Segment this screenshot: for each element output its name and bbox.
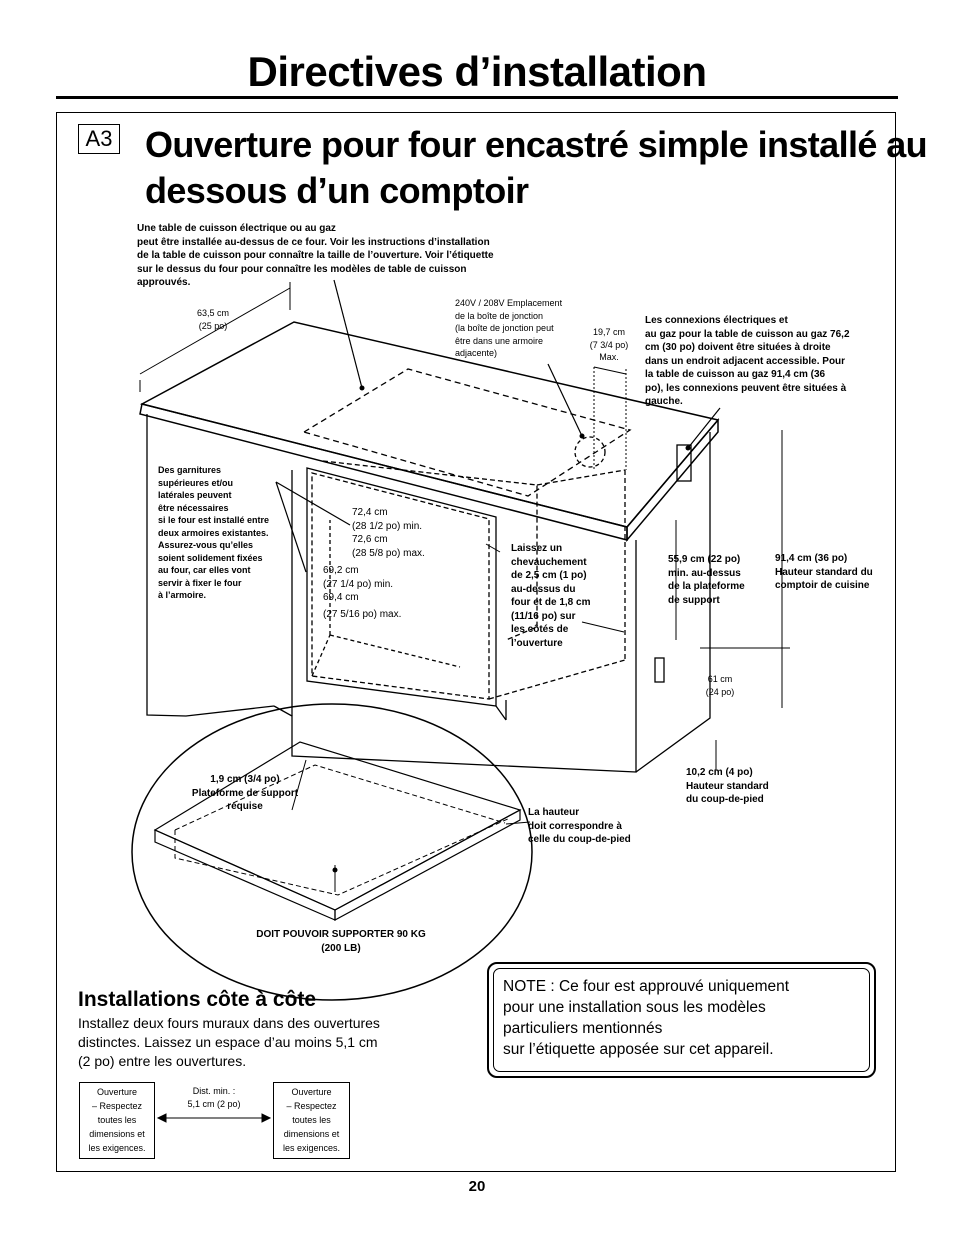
detail-callout-circle — [132, 704, 532, 1000]
opening-width-dimension: 72,4 cm (28 1/2 po) min. 72,6 cm (28 5/8 po) max. — [352, 507, 425, 559]
support-weight-note: DOIT POUVOIR SUPPORTER 90 KG (200 LB) — [256, 929, 426, 954]
opening-height-dimension: 69,2 cm (27 1/4 po) min. 69,4 cm (27 5/16 po) max. — [323, 565, 402, 620]
connections-note: Les connexions électriques et au gaz pour la table de cuisson au gaz 76,2 cm (30 po) doivent être situées à droite dans un endroit adjacent accessible. Pour la table de cuisson au gaz 91,4 cm (36 po), les connexions peuvent être situées à gauche. — [645, 315, 850, 407]
side-by-side-heading: Installations côte à côte — [78, 988, 317, 1011]
page-number: 20 — [468, 1178, 486, 1195]
cooktop-note: Une table de cuisson électrique ou au gaz peut être installée au-dessus de ce four. Voir les instructions d’installation de la table de cuisson pour connaître la taille de l’ouverture. Voir l’étiquette sur le dessus du four pour connaître les modèles de table de cuisson approuvés. — [137, 223, 494, 288]
support-platform-top — [155, 742, 520, 910]
platform-height-dimension: 55,9 cm (22 po) min. au-dessus de la plateforme de support — [668, 554, 745, 606]
cabinet-depth-dimension: 61 cm (24 po) — [705, 674, 735, 697]
section-title-line-2: dessous d’un comptoir — [145, 170, 529, 211]
counter-height-dimension: 91,4 cm (36 po) Hauteur standard du comptoir de cuisine — [775, 553, 873, 591]
kick-match-note: La hauteur doit correspondre à celle du coup-de-pied — [528, 807, 631, 845]
platform-thickness-note: 1,9 cm (3/4 po) Plateforme de support requise — [191, 774, 299, 812]
overlap-note: Laissez un chevauchement de 2,5 cm (1 po) au-dessus du four et de 1,8 cm (11/16 po) sur les côtés de l’ouverture — [511, 543, 591, 649]
kick-height-dimension: 10,2 cm (4 po) Hauteur standard du coup-de-pied — [686, 767, 769, 805]
note-text: NOTE : Ce four est approuvé uniquement pour une installation sous les modèles particuliers mentionnés sur l’étiquette apposée sur cet appareil. — [503, 978, 790, 1058]
trim-note: Des garnitures supérieures et/ou latérales peuvent être nécessaires si le four est installé entre deux armoires existantes. Assurez-vous qu’elles soient solidement fixées au four, car elles vont servir à fixer le four à l’armoire. — [158, 465, 270, 600]
page-title: Directives d’installation — [247, 48, 707, 95]
junction-box-note: 240V / 208V Emplacement de la boîte de jonction (la boîte de jonction peut être dans une armoire adjacente) — [455, 298, 563, 358]
oven-opening-floor — [489, 660, 625, 699]
side-by-side-text: Installez deux fours muraux dans des ouvertures distinctes. Laissez un espace d’au moins 5,1 cm (2 po) entre les ouvertures. — [78, 1015, 380, 1069]
left-opening-box: Ouverture – Respectez toutes les dimensions et les exigences. — [79, 1082, 155, 1159]
section-title-line-1: Ouverture pour four encastré simple installé au — [145, 124, 928, 165]
depth-dimension: 63,5 cm (25 po) — [196, 308, 229, 331]
junction-box-dimension: 19,7 cm (7 3/4 po) Max. — [589, 327, 629, 362]
support-platform-front — [155, 830, 335, 920]
right-opening-box: Ouverture – Respectez toutes les dimensions et les exigences. — [273, 1082, 350, 1159]
section-tag: A3 — [78, 124, 120, 154]
min-gap-label: Dist. min. : 5,1 cm (2 po) — [187, 1086, 241, 1109]
